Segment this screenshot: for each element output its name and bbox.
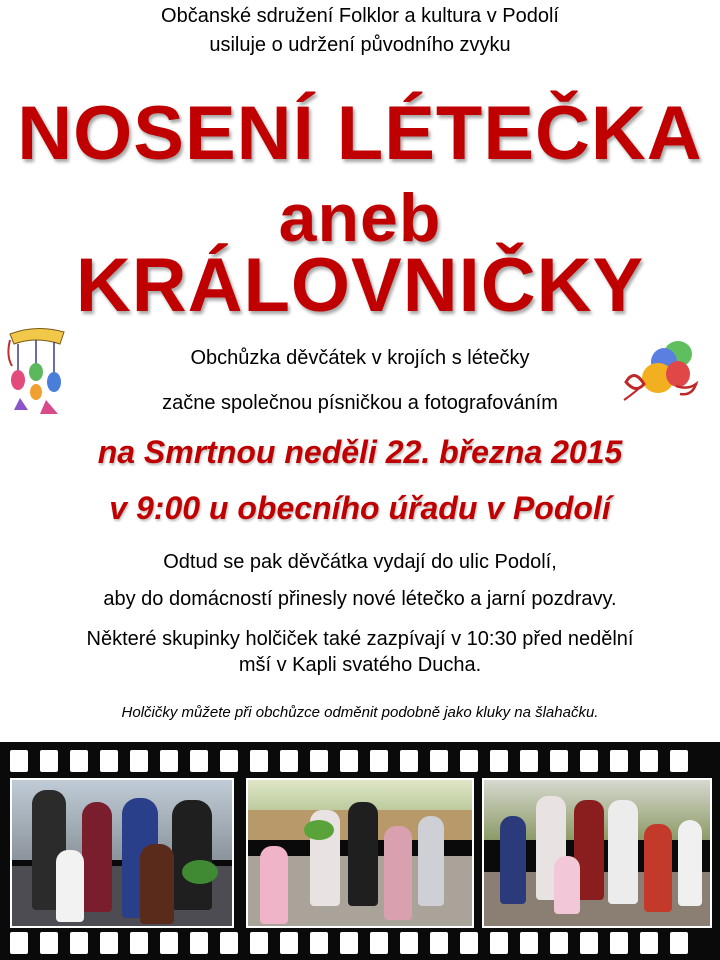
film-hole — [520, 750, 538, 772]
film-hole — [160, 932, 178, 954]
film-hole — [400, 750, 418, 772]
film-hole — [430, 932, 448, 954]
film-hole — [520, 932, 538, 954]
film-strip — [0, 742, 720, 960]
film-hole — [250, 932, 268, 954]
film-hole — [370, 932, 388, 954]
film-hole — [130, 932, 148, 954]
film-hole — [190, 750, 208, 772]
film-hole — [220, 750, 238, 772]
film-hole — [670, 750, 688, 772]
film-hole — [310, 932, 328, 954]
details-line-2: aby do domácností přinesly nové létečko a jarní pozdravy. — [103, 588, 617, 610]
film-hole — [340, 932, 358, 954]
film-hole — [610, 932, 628, 954]
film-hole — [130, 750, 148, 772]
film-hole — [580, 750, 598, 772]
description-line-2: začne společnou písničkou a fotografováním — [162, 392, 558, 414]
photo-1 — [10, 778, 234, 928]
film-hole — [10, 932, 28, 954]
film-hole — [280, 932, 298, 954]
film-holes-top — [0, 750, 720, 772]
intro-line-2: usiluje o udržení původního zvyku — [209, 34, 511, 56]
event-place: v 9:00 u obecního úřadu v Podolí — [109, 490, 611, 526]
film-hole — [100, 932, 118, 954]
details-line-1: Odtud se pak děvčátka vydají do ulic Podolí, — [163, 551, 557, 573]
description-line-1: Obchůzka děvčátek v krojích s létečky — [190, 347, 530, 369]
film-hole — [640, 750, 658, 772]
film-hole — [580, 932, 598, 954]
film-hole — [250, 750, 268, 772]
film-hole — [190, 932, 208, 954]
film-hole — [460, 750, 478, 772]
note-text: Holčičky můžete při obchůzce odměnit podobně jako kluky na šlahačku. — [121, 704, 599, 721]
title-line-2: aneb — [278, 180, 442, 256]
film-hole — [460, 932, 478, 954]
film-hole — [610, 750, 628, 772]
details-line-3: Některé skupinky holčiček také zazpívají v 10:30 před nedělní — [86, 628, 634, 650]
film-hole — [220, 932, 238, 954]
film-hole — [340, 750, 358, 772]
film-hole — [10, 750, 28, 772]
film-hole — [40, 750, 58, 772]
intro-line-1: Občanské sdružení Folklor a kultura v Podolí — [161, 5, 559, 27]
event-date: na Smrtnou neděli 22. března 2015 — [97, 434, 623, 470]
film-hole — [430, 750, 448, 772]
film-hole — [640, 932, 658, 954]
film-hole — [40, 932, 58, 954]
film-hole — [160, 750, 178, 772]
details-line-4: mší v Kapli svatého Ducha. — [238, 654, 482, 676]
film-holes-bottom — [0, 932, 720, 954]
film-hole — [490, 750, 508, 772]
film-hole — [70, 932, 88, 954]
film-hole — [70, 750, 88, 772]
film-hole — [670, 932, 688, 954]
photo-3 — [482, 778, 712, 928]
film-hole — [400, 932, 418, 954]
title-line-1: NOSENÍ LÉTEČKA — [17, 91, 703, 176]
film-hole — [310, 750, 328, 772]
title-line-3: KRÁLOVNIČKY — [75, 243, 645, 328]
film-hole — [370, 750, 388, 772]
film-hole — [550, 932, 568, 954]
film-hole — [490, 932, 508, 954]
film-hole — [100, 750, 118, 772]
photo-2 — [246, 778, 474, 928]
film-hole — [280, 750, 298, 772]
film-hole — [550, 750, 568, 772]
